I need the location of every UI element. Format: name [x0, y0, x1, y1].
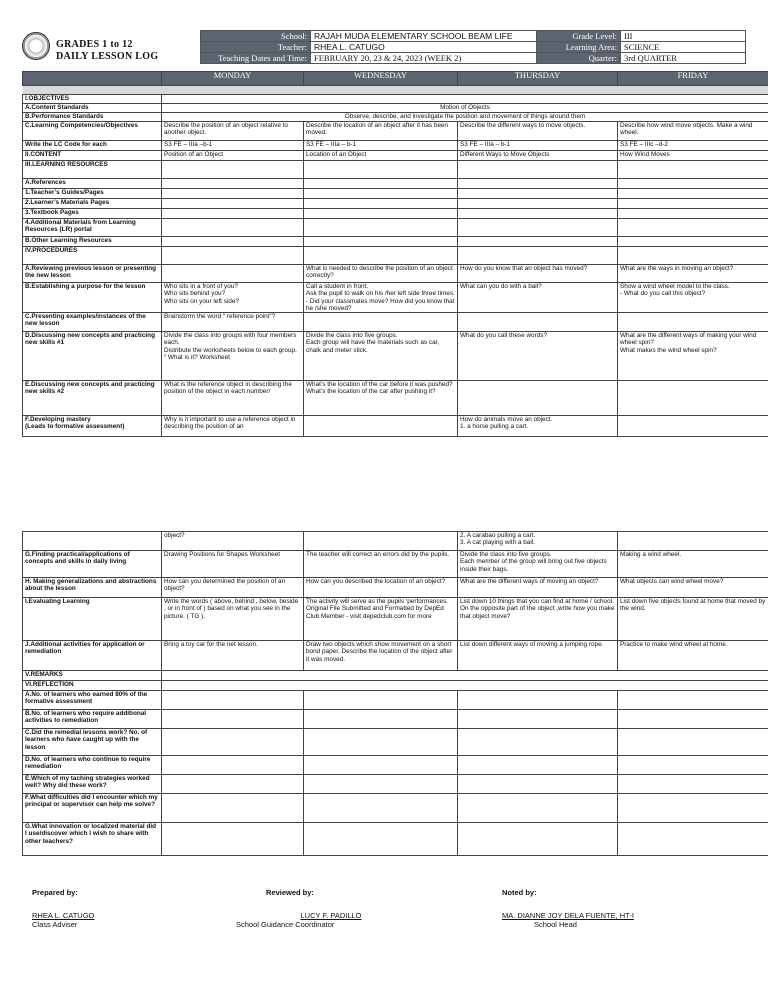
- table-row: [23, 161, 768, 179]
- day-cell: [458, 756, 618, 775]
- day-cell: [304, 237, 458, 247]
- row-label: G.What innovation or localized material did I use/discover which I wish to share with other teachers?: [23, 823, 162, 856]
- signature-role: School Head: [534, 920, 577, 929]
- school-label: School:: [201, 31, 311, 42]
- grade-label: Grade Level:: [537, 31, 621, 42]
- table-row: [23, 381, 768, 416]
- day-cell: [458, 381, 618, 416]
- table-row: [23, 681, 768, 691]
- day-cell: [304, 691, 458, 710]
- day-cell: What can you do with a ball?: [458, 283, 618, 313]
- day-header-friday: FRIDAY: [618, 72, 768, 86]
- teacher-value: RHEA L. CATUGO: [311, 42, 537, 53]
- day-header-wednesday: WEDNESDAY: [304, 72, 458, 86]
- day-cell: Describe the location of an object after it has been moved.: [304, 122, 458, 141]
- day-cell: 2. A carabao pulling a cart. 3. A cat playing with a ball.: [458, 532, 618, 551]
- table-row: [23, 219, 768, 237]
- day-cell: [162, 729, 304, 756]
- row-label: III.LEARNING RESOURCES: [23, 161, 162, 179]
- table-row: [23, 151, 768, 161]
- area-label: Learning Area:: [537, 42, 621, 53]
- day-cell: [458, 729, 618, 756]
- row-label: F.Developing mastery (Leads to formative assessment): [23, 416, 162, 437]
- day-cell: How Wind Moves: [618, 151, 768, 161]
- table-row: [23, 578, 768, 598]
- row-label: B.Other Learning Resources: [23, 237, 162, 247]
- table-row: [23, 189, 768, 199]
- table-row: [23, 532, 768, 551]
- signature-role: Class Adviser: [32, 920, 78, 929]
- row-label: I.Evaluating Learning: [23, 598, 162, 641]
- table-row: [23, 691, 768, 710]
- day-cell: [304, 729, 458, 756]
- row-label: A.Reviewing previous lesson or presenting the new lesson: [23, 265, 162, 283]
- table-row: [23, 416, 768, 437]
- table-row: [23, 332, 768, 381]
- school-value: RAJAH MUDA ELEMENTARY SCHOOL BEAM LIFE: [311, 31, 537, 42]
- day-cell: Who sits in a front of you? Who sits behind you? Who sits on your left side?: [162, 283, 304, 313]
- row-label: V.REMARKS: [23, 671, 162, 681]
- day-cell: [304, 179, 458, 189]
- day-cell: [618, 219, 768, 237]
- signature-label: Noted by:: [502, 888, 537, 897]
- day-cell: [618, 209, 768, 219]
- day-cell: List down five objects found at home that moved by the wind.: [618, 598, 768, 641]
- table-row: [23, 823, 768, 856]
- day-cell: [304, 794, 458, 823]
- signature-name: MA. DIANNE JOY DELA FUENTE, HT-I: [502, 911, 634, 920]
- signature-reviewed: [236, 888, 396, 929]
- table-row: [23, 113, 768, 122]
- signature-label: Prepared by:: [32, 888, 78, 897]
- day-cell: [162, 794, 304, 823]
- day-cell: Bring a toy car for the net lesson.: [162, 641, 304, 671]
- row-label: [23, 532, 162, 551]
- day-cell: [618, 416, 768, 437]
- row-label: C.Did the remedial lessons work? No. of learners who have caught up with the lesson: [23, 729, 162, 756]
- row-label: A.No. of learners who earned 80% of the formative assessment: [23, 691, 162, 710]
- day-cell: [162, 247, 304, 265]
- row-span-cell: Motion of Objects: [162, 104, 768, 113]
- day-cell: What’s the location of the car before it was pushed? What’s the location of the car after pushing it?: [304, 381, 458, 416]
- day-cell: [304, 823, 458, 856]
- form-title-line1: GRADES 1 to 12: [56, 39, 133, 50]
- form-title-line2: DAILY LESSON LOG: [56, 51, 159, 62]
- day-cell: [304, 756, 458, 775]
- day-cell: [618, 756, 768, 775]
- day-cell: [304, 313, 458, 332]
- day-cell: What is needed to describe the position of an object correctly?: [304, 265, 458, 283]
- teacher-label: Teacher:: [201, 42, 311, 53]
- day-cell: Describe the position of an object relative to another object.: [162, 122, 304, 141]
- day-cell: Describe the different ways to move objects.: [458, 122, 618, 141]
- row-label: F.What difficulties did I encounter which my principal or supervisor can help me solve?: [23, 794, 162, 823]
- day-cell: [618, 189, 768, 199]
- table-row: [23, 122, 768, 141]
- row-label: G.Finding practical/applications of concepts and skills in daily living: [23, 551, 162, 578]
- day-cell: [162, 265, 304, 283]
- day-cell: [618, 532, 768, 551]
- day-cell: Call a student in front. Ask the pupil to walk on his /her left side three times. - Did your classmates move? How did you know that he /she moved?: [304, 283, 458, 313]
- table-row: [23, 794, 768, 823]
- row-label: D.Discussing new concepts and practicing new skills #1: [23, 332, 162, 381]
- row-label: C.Presenting examples/instances of the new lesson: [23, 313, 162, 332]
- day-cell: [618, 199, 768, 209]
- table-row: [23, 265, 768, 283]
- row-label: B.No. of learners who require additional activities to remediation: [23, 710, 162, 729]
- day-cell: [458, 209, 618, 219]
- row-label: 2.Learner’s Materials Pages: [23, 199, 162, 209]
- day-cell: What are the ways in moving an object?: [618, 265, 768, 283]
- row-label: 1.Teacher’s Guides/Pages: [23, 189, 162, 199]
- row-span-cell: Observe, describe, and investigate the position and movement of things around them: [162, 113, 768, 122]
- day-cell: [458, 823, 618, 856]
- day-cell: Describe how wind move objects. Make a wind wheel.: [618, 122, 768, 141]
- day-cell: S3 FE – IIIa – b-1: [458, 141, 618, 151]
- day-cell: Drawing Positions for Shapes Worksheet: [162, 551, 304, 578]
- table-row: [23, 247, 768, 265]
- row-label: J.Additional activities for application or remediation: [23, 641, 162, 671]
- day-cell: What are the different ways of making your wind wheel spin? What makes the wind wheel spin?: [618, 332, 768, 381]
- day-cell: [162, 209, 304, 219]
- day-cell: [304, 710, 458, 729]
- day-cell: [162, 199, 304, 209]
- day-cell: [304, 247, 458, 265]
- row-label: H. Making generalizations and abstractions about the lesson: [23, 578, 162, 598]
- row-label: II.CONTENT: [23, 151, 162, 161]
- day-cell: [458, 237, 618, 247]
- day-cell: [162, 219, 304, 237]
- signature-prepared: [32, 888, 94, 929]
- day-cell: Divide the class into groups with four members each. Distribute the worksheets below to each group. “ What is it? Worksheet: [162, 332, 304, 381]
- row-label: E.Discussing new concepts and practicing new skills #2: [23, 381, 162, 416]
- row-label: I.OBJECTIVES: [23, 95, 162, 104]
- row-label: Write the LC Code for each: [23, 141, 162, 151]
- table-row: [23, 313, 768, 332]
- day-cell: [304, 416, 458, 437]
- row-label: 4.Additional Materials from Learning Resources (LR) portal: [23, 219, 162, 237]
- day-cell: [458, 691, 618, 710]
- table-row: [23, 671, 768, 681]
- day-header-row: [23, 72, 768, 86]
- day-cell: [162, 775, 304, 794]
- row-label: C.Learning Competencies/Objectives: [23, 122, 162, 141]
- deped-seal-icon: [22, 32, 50, 60]
- signature-name: RHEA L. CATUGO: [32, 911, 95, 920]
- day-cell: [162, 691, 304, 710]
- day-cell: How can you described the location of an object?: [304, 578, 458, 598]
- table-row: [23, 283, 768, 313]
- day-header-monday: MONDAY: [162, 72, 304, 86]
- day-cell: [458, 247, 618, 265]
- table-row: [23, 199, 768, 209]
- table-row: [23, 179, 768, 189]
- day-cell: [458, 161, 618, 179]
- day-cell: What do you call these words?: [458, 332, 618, 381]
- row-label: A.Content Standards: [23, 104, 162, 113]
- day-cell: The teacher will correct an errors did by the pupils.: [304, 551, 458, 578]
- row-span-cell: [162, 95, 768, 104]
- day-cell: [618, 237, 768, 247]
- day-cell: The activity will serve as the pupils ‘performances. Original File Submitted and Formatted by DepEd Club Member - visit depedclub.com for more: [304, 598, 458, 641]
- day-cell: [304, 161, 458, 179]
- day-cell: [618, 247, 768, 265]
- day-cell: [618, 179, 768, 189]
- day-cell: object?: [162, 532, 304, 551]
- day-cell: Divide the class into five groups. Each member of the group will bring out five objects inside their bags.: [458, 551, 618, 578]
- table-row: [23, 729, 768, 756]
- row-label: 3.Textbook Pages: [23, 209, 162, 219]
- day-cell: [458, 710, 618, 729]
- table-row: [23, 551, 768, 578]
- table-row: [23, 710, 768, 729]
- day-cell: [162, 756, 304, 775]
- table-row: [23, 237, 768, 247]
- day-cell: How do animals move an object. 1. a horse pulling a cart.: [458, 416, 618, 437]
- spacer-row: [23, 86, 768, 95]
- day-cell: [458, 219, 618, 237]
- day-cell: How can you determined the position of an object?: [162, 578, 304, 598]
- table-row: [23, 641, 768, 671]
- day-cell: Location of an Object: [304, 151, 458, 161]
- day-cell: What objects can wind wheel move?: [618, 578, 768, 598]
- day-cell: [304, 219, 458, 237]
- row-span-cell: [162, 681, 768, 691]
- day-cell: Brainstorm the word “ reference point”?: [162, 313, 304, 332]
- row-label: IV.PROCEDURES: [23, 247, 162, 265]
- signature-label: Reviewed by:: [266, 888, 314, 897]
- day-header-blank: [23, 72, 162, 86]
- signature-name: LUCY F. PADILLO: [300, 911, 362, 920]
- header-info-table: [200, 30, 746, 64]
- day-cell: [618, 794, 768, 823]
- day-cell: [458, 794, 618, 823]
- signature-noted: [502, 888, 634, 929]
- day-cell: List down 10 things that you can find at home / school. On the opposite part of the object ,write how you make that object move?: [458, 598, 618, 641]
- table-row: [23, 141, 768, 151]
- day-cell: How do you know that an object has moved?: [458, 265, 618, 283]
- day-cell: [618, 381, 768, 416]
- day-cell: [618, 691, 768, 710]
- day-cell: [304, 189, 458, 199]
- day-cell: [618, 161, 768, 179]
- table-row: [23, 756, 768, 775]
- day-cell: What are the different ways of moving an object?: [458, 578, 618, 598]
- quarter-value: 3rd QUARTER: [621, 53, 746, 64]
- day-cell: [162, 179, 304, 189]
- dates-label: Teaching Dates and Time:: [201, 53, 311, 64]
- day-cell: [458, 189, 618, 199]
- day-cell: [618, 823, 768, 856]
- row-label: D.No. of learners who continue to require remediation: [23, 756, 162, 775]
- day-cell: [458, 179, 618, 189]
- day-cell: [618, 729, 768, 756]
- dates-value: FEBRUARY 20, 23 & 24, 2023 (WEEK 2): [311, 53, 537, 64]
- table-row: [23, 104, 768, 113]
- day-cell: S3 FE – IIIa – b-1: [304, 141, 458, 151]
- day-cell: [162, 237, 304, 247]
- day-cell: [162, 189, 304, 199]
- day-cell: Making a wind wheel.: [618, 551, 768, 578]
- lesson-table-page1: [22, 71, 768, 437]
- table-row: [23, 209, 768, 219]
- day-header-thursday: THURSDAY: [458, 72, 618, 86]
- day-cell: Different Ways to Move Objects: [458, 151, 618, 161]
- quarter-label: Quarter:: [537, 53, 621, 64]
- grade-value: III: [621, 31, 746, 42]
- day-cell: Why is it important to use a reference object in describing the position of an: [162, 416, 304, 437]
- day-cell: Show a wind wheel model to the class. - What do you call this object?: [618, 283, 768, 313]
- day-cell: [304, 775, 458, 794]
- day-cell: [618, 775, 768, 794]
- day-cell: Write the words ( above, behind , below, beside , or in front of ) based on what you see in the picture. ( TG ).: [162, 598, 304, 641]
- row-label: A.References: [23, 179, 162, 189]
- row-label: VI.REFLECTION: [23, 681, 162, 691]
- day-cell: Divide the class into five groups. Each group will have the materials such as car, chalk and meter stick.: [304, 332, 458, 381]
- day-cell: [304, 532, 458, 551]
- table-row: [23, 598, 768, 641]
- day-cell: Position of an Object: [162, 151, 304, 161]
- day-cell: Draw two objects which show movement on a short bond paper. Describe the location of the object after it was moved.: [304, 641, 458, 671]
- table-row: [23, 95, 768, 104]
- day-cell: [162, 710, 304, 729]
- table-row: [23, 775, 768, 794]
- day-cell: [458, 313, 618, 332]
- day-cell: [162, 823, 304, 856]
- day-cell: S3 FE – IIIa –b-1: [162, 141, 304, 151]
- day-cell: [304, 209, 458, 219]
- day-cell: [458, 199, 618, 209]
- row-span-cell: [162, 671, 768, 681]
- day-cell: [162, 161, 304, 179]
- row-label: B.Establishing a purpose for the lesson: [23, 283, 162, 313]
- day-cell: [618, 710, 768, 729]
- signature-role: School Guidance Coordinator: [236, 920, 335, 929]
- day-cell: [304, 199, 458, 209]
- day-cell: What is the reference object in describing the position of the object in each number/: [162, 381, 304, 416]
- day-cell: [618, 313, 768, 332]
- area-value: SCIENCE: [621, 42, 746, 53]
- lesson-table-page2: [22, 531, 768, 856]
- day-cell: S3 FE – IIIc –d-2: [618, 141, 768, 151]
- day-cell: [458, 775, 618, 794]
- day-cell: List down different ways of moving a jumping rope.: [458, 641, 618, 671]
- day-cell: Practice to make wind wheel at home.: [618, 641, 768, 671]
- row-label: B.Performance Standards: [23, 113, 162, 122]
- row-label: E.Which of my taching strategies worked well? Why did these work?: [23, 775, 162, 794]
